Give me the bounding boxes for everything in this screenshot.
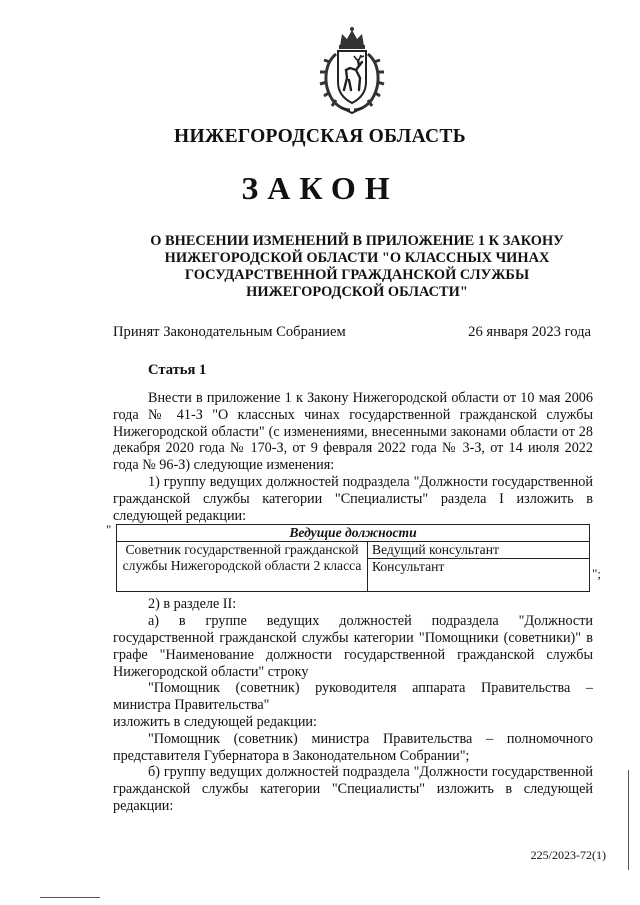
paragraph-item-2a: а) в группе ведущих должностей подраздела "Должности государственной гражданской службы категории "Помощники (советники)" в графе "Наименование должности государственной гражданской службы Нижегородской области" строку <box>113 613 593 680</box>
table-close-quote: "; <box>592 566 601 582</box>
article-heading: Статья 1 <box>148 362 207 378</box>
document-type: ЗАКОН <box>241 170 399 206</box>
coat-of-arms-icon <box>316 24 388 116</box>
table-open-quote: " <box>106 522 112 538</box>
law-title-line: ГОСУДАРСТВЕННОЙ ГРАЖДАНСКОЙ СЛУЖБЫ <box>184 267 530 283</box>
law-title-line: НИЖЕГОРОДСКОЙ ОБЛАСТИ "О КЛАССНЫХ ЧИНАХ <box>164 250 550 266</box>
table-rank-cell: Советник государственной гражданской службы Нижегородской области 2 класса <box>117 542 368 592</box>
quote-new-line: "Помощник (советник) министра Правительства – полномочного представителя Губернатора в Законодательном Собрании"; <box>113 730 593 764</box>
adopted-by: Принят Законодательным Собранием <box>113 324 346 340</box>
table-position-cell: Ведущий консультант <box>368 542 590 559</box>
table-position-cell: Консультант <box>368 559 590 592</box>
law-body <box>106 390 601 815</box>
law-title-line: НИЖЕГОРОДСКОЙ ОБЛАСТИ" <box>246 284 468 300</box>
paragraph-item-2: 2) в разделе II: <box>148 596 237 613</box>
paragraph-item-2b: б) группу ведущих должностей подраздела "Должности государственной гражданской службы категории "Специалисты" изложить в следующей редакции: <box>113 764 593 814</box>
scan-edge-mark <box>628 770 629 870</box>
region-heading: НИЖЕГОРОДСКАЯ ОБЛАСТЬ <box>174 126 466 147</box>
scan-edge-mark <box>40 897 100 898</box>
replace-phrase: изложить в следующей редакции: <box>113 713 317 730</box>
adoption-date: 26 января 2023 года <box>468 324 591 340</box>
law-title <box>112 233 602 301</box>
paragraph-intro: Внести в приложение 1 к Закону Нижегородской области от 10 мая 2006 года № 41-З "О классных чинах государственной гражданской службы Нижегородской области" (с изменениями, внесенными законами области от 28 декабря 2020 года № 170-З, от 9 февраля 2022 года № 3-З, от 14 июля 2022 года № 96-З) следующие изменения: <box>113 390 593 474</box>
positions-table <box>116 524 590 592</box>
document-number: 225/2023-72(1) <box>530 848 606 862</box>
paragraph-item-1: 1) группу ведущих должностей подраздела "Должности государственной гражданской службы категории "Специалисты" раздела I изложить в следующей редакции: <box>113 473 593 524</box>
table-header: Ведущие должности <box>117 525 590 542</box>
law-title-line: О ВНЕСЕНИИ ИЗМЕНЕНИЙ В ПРИЛОЖЕНИЕ 1 К ЗАКОНУ <box>150 233 564 249</box>
positions-table-block <box>106 522 601 596</box>
quote-old-line: "Помощник (советник) руководителя аппарата Правительства – министра Правительства" <box>113 680 593 714</box>
